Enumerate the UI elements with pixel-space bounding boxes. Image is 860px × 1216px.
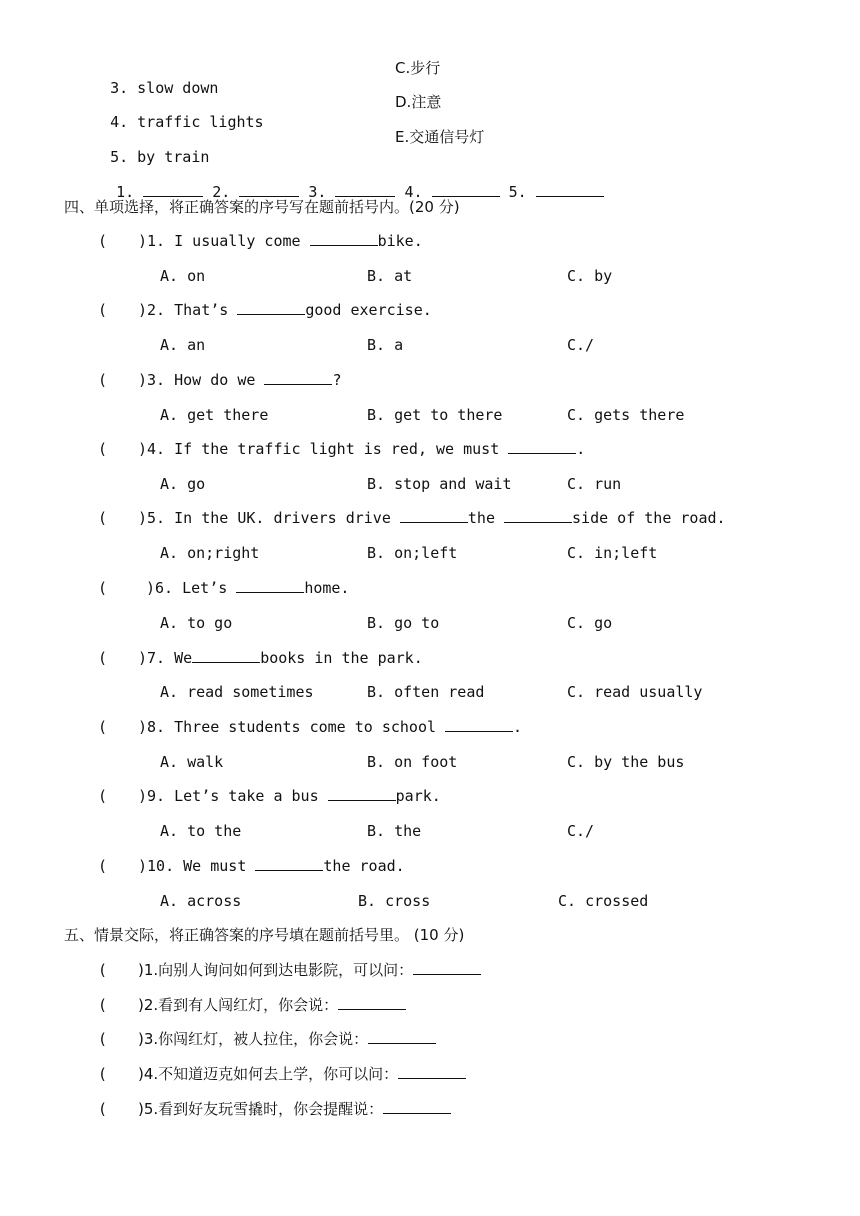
answer-paren[interactable]: ( — [98, 1065, 108, 1083]
situation-text: )5.看到好友玩雪撬时，你会提醒说： — [138, 1100, 384, 1118]
question-3 — [138, 370, 341, 390]
match-num: 5. — [110, 148, 129, 166]
fill-blank[interactable] — [237, 300, 305, 315]
answer-num: 5. — [508, 183, 527, 201]
question-2 — [138, 300, 432, 320]
option-c[interactable]: C. by the bus — [567, 753, 685, 771]
fill-blank[interactable] — [383, 1099, 451, 1114]
option-b[interactable]: B. on foot — [367, 753, 458, 771]
option-a[interactable]: A. across — [160, 892, 242, 910]
fill-blank[interactable] — [400, 508, 468, 523]
answer-paren[interactable]: ( — [98, 1030, 108, 1048]
answer-num: 4. — [404, 183, 423, 201]
option-a[interactable]: A. get there — [160, 406, 269, 424]
question-text: . — [576, 440, 586, 458]
situation-5 — [138, 1099, 451, 1119]
option-a[interactable]: A. go — [160, 475, 206, 493]
situation-2 — [138, 995, 406, 1015]
option-c[interactable]: C. gets there — [567, 406, 685, 424]
fill-blank[interactable] — [236, 578, 304, 593]
question-text: bike. — [377, 232, 423, 250]
section4-heading: 四、单项选择，将正确答案的序号写在题前括号内。(20 分) — [64, 198, 460, 216]
answer-paren[interactable]: ( — [98, 440, 108, 458]
answer-paren[interactable]: ( — [98, 718, 108, 736]
question-text: )5. In the UK. drivers drive — [138, 509, 400, 527]
option-b[interactable]: B. at — [367, 267, 413, 285]
option-c[interactable]: C. run — [567, 475, 622, 493]
answer-paren[interactable]: ( — [98, 509, 108, 527]
situation-text: )2.看到有人闯红灯，你会说： — [138, 996, 339, 1014]
answer-paren[interactable]: ( — [98, 301, 108, 319]
question-text: )3. How do we — [138, 371, 265, 389]
question-text: good exercise. — [305, 301, 432, 319]
answer-blank[interactable] — [239, 182, 299, 197]
fill-blank[interactable] — [192, 648, 260, 663]
question-text: )1. I usually come — [138, 232, 310, 250]
answer-num: 3. — [308, 183, 327, 201]
answer-paren[interactable]: ( — [98, 579, 108, 597]
option-a[interactable]: A. to go — [160, 614, 233, 632]
answer-num: 1. — [116, 183, 135, 201]
fill-blank[interactable] — [398, 1064, 466, 1079]
fill-blank[interactable] — [504, 508, 572, 523]
match-text: slow down — [137, 79, 219, 97]
situation-4 — [138, 1064, 466, 1084]
option-b[interactable]: B. the — [367, 822, 422, 840]
question-text: )9. Let’s take a bus — [138, 787, 328, 805]
situation-3 — [138, 1029, 436, 1049]
option-a[interactable]: A. on;right — [160, 544, 260, 562]
match-left-5 — [92, 127, 209, 167]
question-1 — [138, 231, 423, 251]
answer-paren[interactable]: ( — [98, 1100, 108, 1118]
match-text: traffic lights — [137, 113, 264, 131]
situation-text: )1.向别人询问如何到达电影院，可以问： — [138, 961, 414, 979]
fill-blank[interactable] — [255, 856, 323, 871]
match-text: by train — [137, 148, 210, 166]
fill-blank[interactable] — [264, 370, 332, 385]
option-b[interactable]: B. go to — [367, 614, 440, 632]
option-c[interactable]: C./ — [567, 336, 595, 354]
answer-blank[interactable] — [536, 182, 604, 197]
question-8 — [138, 717, 522, 737]
answer-paren[interactable]: ( — [98, 232, 108, 250]
answer-paren[interactable]: ( — [98, 787, 108, 805]
match-right-d: D.注意 — [395, 93, 442, 111]
question-text: )6. Let’s — [146, 579, 237, 597]
option-b[interactable]: B. on;left — [367, 544, 458, 562]
question-text: the — [467, 509, 505, 527]
answer-blank[interactable] — [143, 182, 203, 197]
option-a[interactable]: A. read sometimes — [160, 683, 314, 701]
situation-1 — [138, 960, 481, 980]
match-num: 4. — [110, 113, 129, 131]
option-c[interactable]: C./ — [567, 822, 595, 840]
question-text: park. — [395, 787, 441, 805]
question-text: )4. If the traffic light is red, we must — [138, 440, 509, 458]
answer-paren[interactable]: ( — [98, 857, 108, 875]
fill-blank[interactable] — [368, 1029, 436, 1044]
question-5 — [138, 508, 726, 528]
answer-blank[interactable] — [335, 182, 395, 197]
match-num: 3. — [110, 79, 129, 97]
question-text: )8. Three students come to school — [138, 718, 446, 736]
answer-blank[interactable] — [432, 182, 500, 197]
question-7 — [138, 648, 423, 668]
match-left-4 — [92, 92, 264, 132]
question-text: home. — [304, 579, 350, 597]
fill-blank[interactable] — [445, 717, 513, 732]
answer-paren[interactable]: ( — [98, 996, 108, 1014]
fill-blank[interactable] — [413, 960, 481, 975]
answer-paren[interactable]: ( — [98, 961, 108, 979]
fill-blank[interactable] — [508, 439, 576, 454]
option-b[interactable]: B. a — [367, 336, 404, 354]
option-b[interactable]: B. get to there — [367, 406, 503, 424]
question-text: )10. We must — [138, 857, 256, 875]
fill-blank[interactable] — [338, 995, 406, 1010]
question-4 — [138, 439, 585, 459]
answer-paren[interactable]: ( — [98, 371, 108, 389]
option-c[interactable]: C. crossed — [558, 892, 649, 910]
option-c[interactable]: C. read usually — [567, 683, 703, 701]
option-c[interactable]: C. in;left — [567, 544, 658, 562]
option-b[interactable]: B. often read — [367, 683, 485, 701]
option-a[interactable]: A. to the — [160, 822, 242, 840]
match-right-c: C.步行 — [395, 59, 441, 77]
question-text: )7. We — [138, 649, 193, 667]
section5-heading: 五、情景交际，将正确答案的序号填在题前括号里。 (10 分) — [64, 926, 465, 944]
answer-paren[interactable]: ( — [98, 649, 108, 667]
option-c[interactable]: C. go — [567, 614, 613, 632]
option-b[interactable]: B. cross — [358, 892, 431, 910]
question-text: side of the road. — [572, 509, 726, 527]
fill-blank[interactable] — [310, 231, 378, 246]
fill-blank[interactable] — [328, 786, 396, 801]
option-a[interactable]: A. walk — [160, 753, 224, 771]
situation-text: )4.不知道迈克如何去上学，你可以问： — [138, 1065, 399, 1083]
question-text: books in the park. — [260, 649, 423, 667]
match-right-e: E.交通信号灯 — [395, 128, 485, 146]
question-text: the road. — [323, 857, 405, 875]
situation-text: )3.你闯红灯，被人拉住，你会说： — [138, 1030, 369, 1048]
question-text: )2. That’s — [138, 301, 238, 319]
question-text: . — [513, 718, 523, 736]
option-a[interactable]: A. an — [160, 336, 206, 354]
question-6 — [146, 578, 349, 598]
question-10 — [138, 856, 405, 876]
option-b[interactable]: B. stop and wait — [367, 475, 512, 493]
question-9 — [138, 786, 441, 806]
match-answer-row — [98, 162, 604, 202]
option-a[interactable]: A. on — [160, 267, 206, 285]
question-text: ? — [332, 371, 342, 389]
answer-num: 2. — [212, 183, 231, 201]
option-c[interactable]: C. by — [567, 267, 613, 285]
